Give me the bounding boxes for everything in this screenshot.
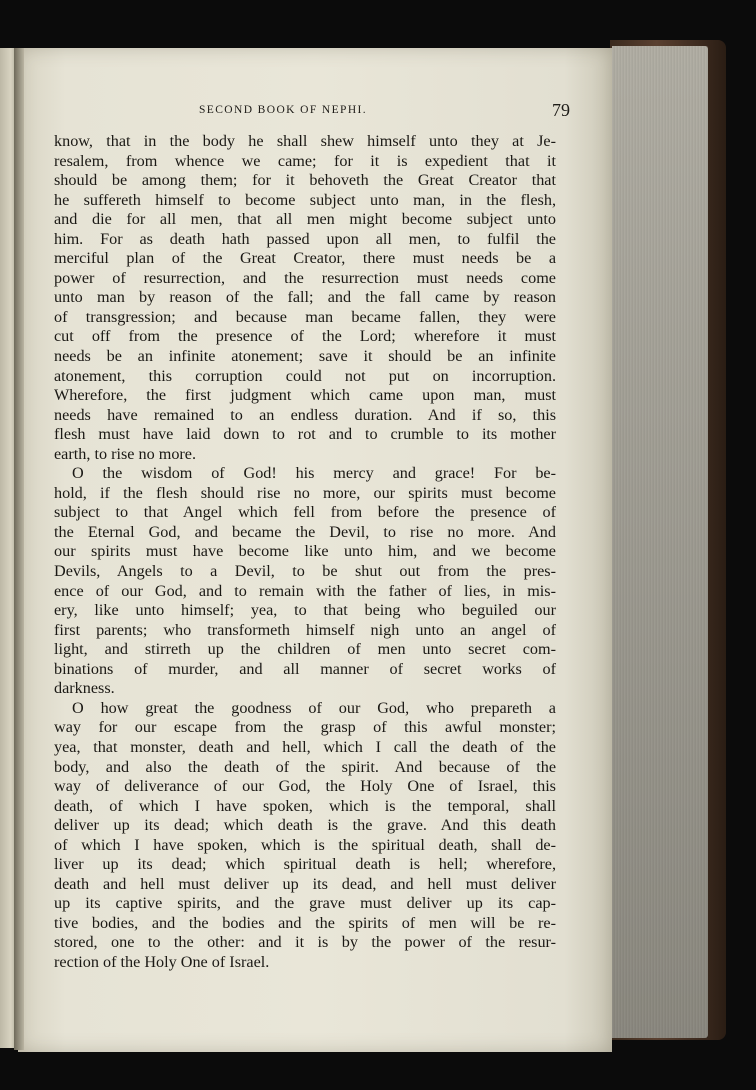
text-line: first parents; who transformeth himself nigh unto an angel of (54, 620, 556, 639)
text-line: ery, like unto himself; yea, to that being who beguiled our (54, 601, 556, 620)
text-line: tive bodies, and the bodies and the spirits of men will be re- (54, 913, 556, 932)
running-title: SECOND BOOK OF NEPHI. (199, 104, 368, 116)
body-text (54, 132, 556, 973)
text-line: yea, that monster, death and hell, which I call the death of the (54, 737, 556, 756)
text-line: stored, one to the other: and it is by the power of the resur- (54, 933, 556, 952)
text-line: Wherefore, the first judgment which came upon man, must (54, 386, 556, 405)
text-line: subject to that Angel which fell from before the presence of (54, 503, 556, 522)
page-header (54, 100, 572, 124)
text-line: merciful plan of the Great Creator, there must needs be a (54, 249, 556, 268)
text-line: liver up its dead; which spiritual death is hell; wherefore, (54, 855, 556, 874)
text-line: resalem, from whence we came; for it is expedient that it (54, 151, 556, 170)
page-number: 79 (552, 100, 570, 120)
text-line: binations of murder, and all manner of secret works of (54, 659, 556, 678)
text-line: should be among them; for it behoveth the Great Creator that (54, 171, 556, 190)
text-line: of which I have spoken, which is the spiritual death, shall de- (54, 835, 556, 854)
text-line: flesh must have laid down to rot and to crumble to its mother (54, 425, 556, 444)
page-stack-edge (612, 46, 708, 1038)
text-line: ence of our God, and to remain with the father of lies, in mis- (54, 581, 556, 600)
text-line: he suffereth himself to become subject unto man, in the flesh, (54, 190, 556, 209)
text-line: power of resurrection, and the resurrection must needs come (54, 268, 556, 287)
text-line: way for our escape from the grasp of this awful monster; (54, 718, 556, 737)
gutter-shadow (14, 48, 24, 1050)
text-line: unto man by reason of the fall; and the fall came by reason (54, 288, 556, 307)
text-line: of transgression; and because man became fallen, they were (54, 307, 556, 326)
text-line: deliver up its dead; which death is the grave. And this death (54, 816, 556, 835)
text-line: death and hell must deliver up its dead, and hell must deliver (54, 874, 556, 893)
text-line: him. For as death hath passed upon all men, to fulfil the (54, 229, 556, 248)
text-line: O the wisdom of God! his mercy and grace! For be- (72, 464, 556, 483)
text-line: cut off from the presence of the Lord; wherefore it must (54, 327, 556, 346)
text-line: the Eternal God, and became the Devil, to rise no more. And (54, 522, 556, 541)
text-line: needs be an infinite atonement; save it should be an infinite (54, 347, 556, 366)
text-line: hold, if the flesh should rise no more, our spirits must become (54, 483, 556, 502)
text-line: body, and also the death of the spirit. And because of the (54, 757, 556, 776)
text-line: death, of which I have spoken, which is the temporal, shall (54, 796, 556, 815)
text-line: and die for all men, that all men might become subject unto (54, 210, 556, 229)
book-page (18, 48, 612, 1052)
text-line: earth, to rise no more. (54, 444, 197, 463)
text-line: know, that in the body he shall shew himself unto they at Je- (54, 132, 556, 150)
text-line: light, and stirreth up the children of men unto secret com- (54, 640, 556, 659)
text-line: darkness. (54, 679, 115, 698)
text-line: O how great the goodness of our God, who prepareth a (72, 698, 556, 717)
text-line: needs have remained to an endless duration. And if so, this (54, 405, 556, 424)
text-line: way of deliverance of our God, the Holy One of Israel, this (54, 777, 556, 796)
text-line: up its captive spirits, and the grave must deliver up its cap- (54, 894, 556, 913)
text-line: atonement, this corruption could not put on incorruption. (54, 366, 556, 385)
text-line: rection of the Holy One of Israel. (54, 952, 270, 971)
text-line: our spirits must have become like unto him, and we become (54, 542, 556, 561)
text-line: Devils, Angels to a Devil, to be shut out from the pres- (54, 562, 556, 581)
